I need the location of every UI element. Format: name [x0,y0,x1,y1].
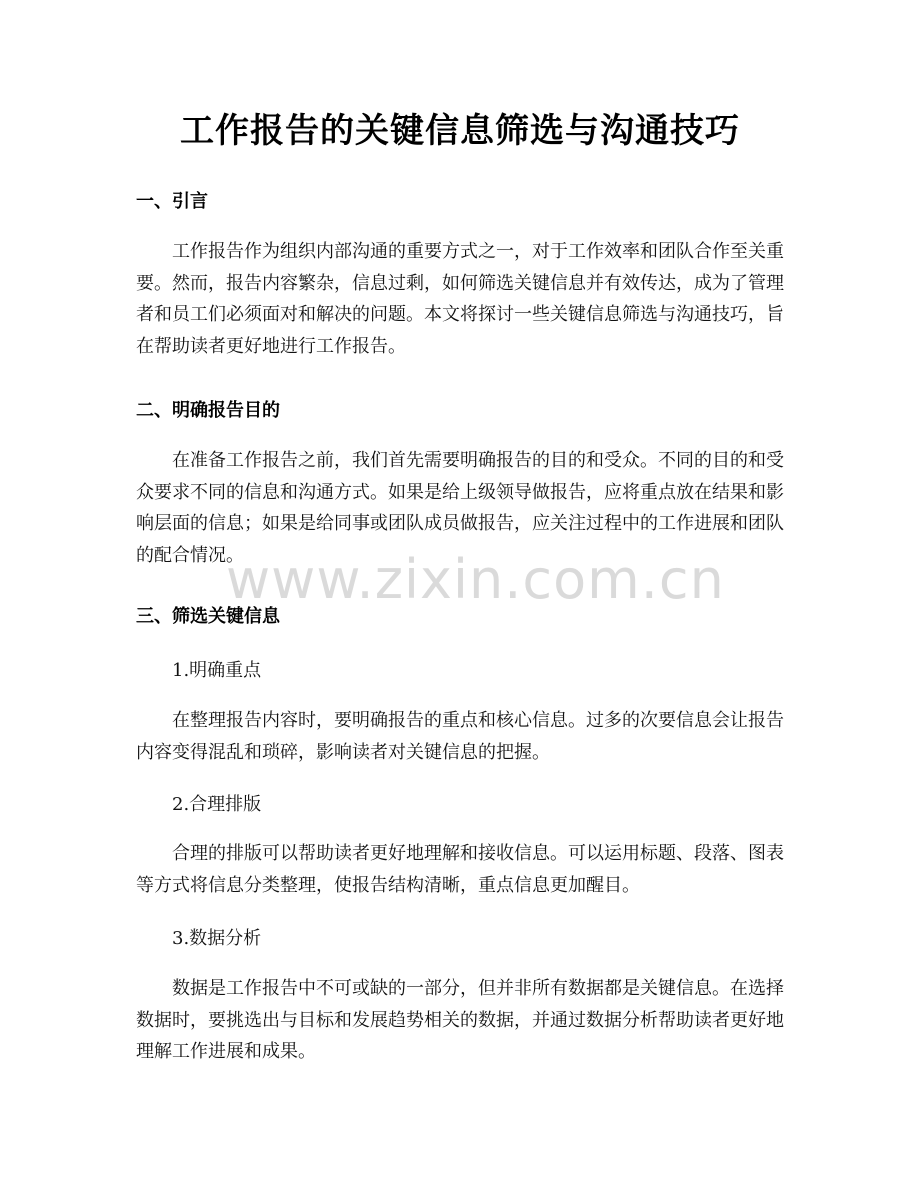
section-heading-report-purpose: 二、明确报告目的 [136,400,280,421]
section-heading-filter-key-info: 三、筛选关键信息 [136,606,280,627]
subsection-label-clear-focus: 1.明确重点 [172,660,262,681]
paragraph-clear-focus: 在整理报告内容时，要明确报告的重点和核心信息。过多的次要信息会让报告内容变得混乱和琐碎，影响读者对关键信息的把握。 [136,710,784,763]
paragraph-layout: 合理的排版可以帮助读者更好地理解和接收信息。可以运用标题、段落、图表等方式将信息分类整理，使报告结构清晰，重点信息更加醒目。 [136,843,784,896]
subsection-label-data-analysis: 3.数据分析 [172,928,262,949]
watermark: www.zixin.com.cn [226,548,725,611]
subsection-label-layout: 2.合理排版 [172,794,262,815]
paragraph-report-purpose: 在准备工作报告之前，我们首先需要明确报告的目的和受众。不同的目的和受众要求不同的信息和沟通方式。如果是给上级领导做报告，应将重点放在结果和影响层面的信息；如果是给同事或团队成员做报告，应关注过程中的工作进展和团队的配合情况。 [136,450,784,566]
paragraph-introduction: 工作报告作为组织内部沟通的重要方式之一，对于工作效率和团队合作至关重要。然而，报告内容繁杂，信息过剩，如何筛选关键信息并有效传达，成为了管理者和员工们必须面对和解决的问题。本文将探讨一些关键信息筛选与沟通技巧，旨在帮助读者更好地进行工作报告。 [136,241,784,357]
document-title: 工作报告的关键信息筛选与沟通技巧 [180,111,740,151]
paragraph-data-analysis: 数据是工作报告中不可或缺的一部分，但并非所有数据都是关键信息。在选择数据时，要挑选出与目标和发展趋势相关的数据，并通过数据分析帮助读者更好地理解工作进展和成果。 [136,978,784,1062]
section-heading-introduction: 一、引言 [136,191,208,212]
